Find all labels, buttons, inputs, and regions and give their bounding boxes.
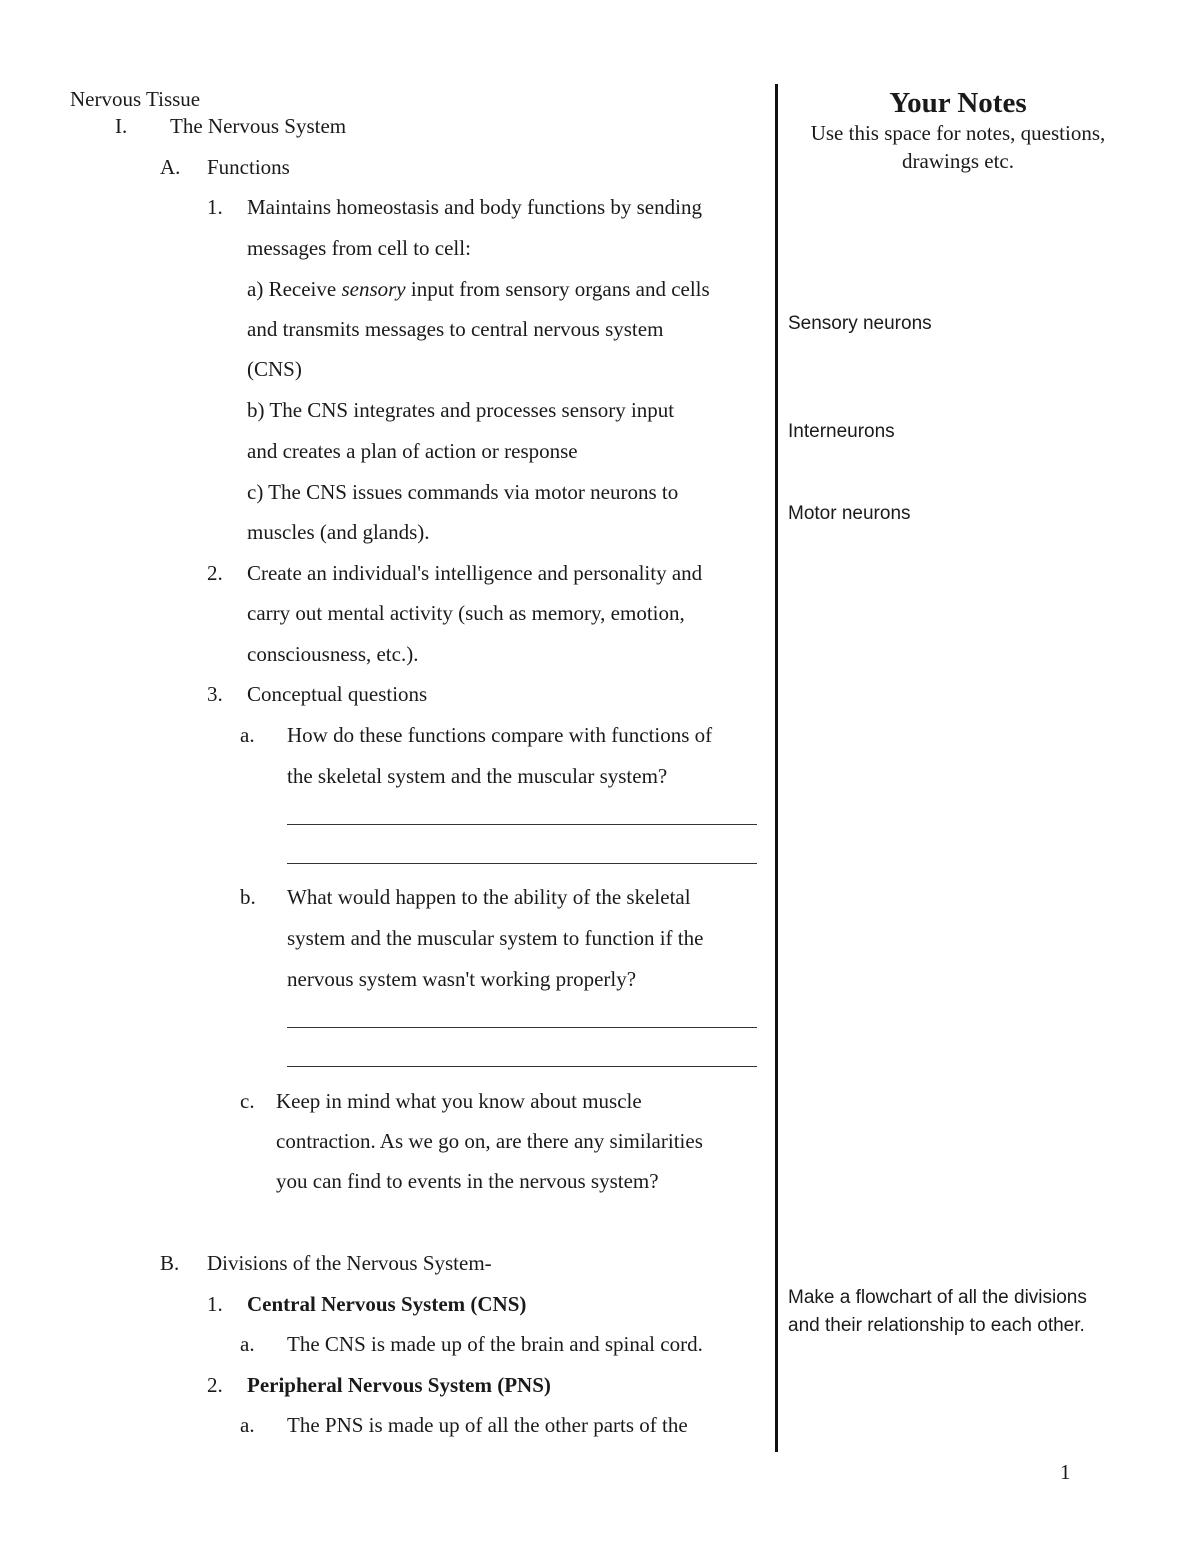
question-c-marker: c. — [240, 1089, 255, 1113]
question-a-marker: a. — [240, 723, 255, 747]
notes-subtitle-line1: Use this space for notes, questions, — [810, 121, 1106, 145]
item-b2a-text: The PNS is made up of all the other parts of the — [287, 1413, 688, 1437]
item-a1a-line2: and transmits messages to central nervous system — [247, 317, 664, 341]
item-a1b-line1: b) The CNS integrates and processes sensory input — [247, 398, 675, 422]
item-b2-title — [247, 1371, 551, 1399]
item-a1a-line1 — [247, 275, 710, 303]
item-b1-marker: 1. — [207, 1292, 223, 1316]
item-a1a-emphasis: sensory — [341, 277, 406, 301]
item-b1a-marker: a. — [240, 1332, 255, 1356]
column-divider — [775, 84, 778, 1452]
answer-line[interactable] — [287, 824, 757, 825]
question-b-marker: b. — [240, 885, 256, 909]
note-sensory-neurons: Sensory neurons — [788, 313, 932, 334]
section-a-marker: A. — [160, 155, 181, 179]
question-c-line2: contraction. As we go on, are there any similarities — [276, 1129, 703, 1153]
note-interneurons: Interneurons — [788, 421, 895, 442]
question-b-line2: system and the muscular system to function if the — [287, 926, 704, 950]
question-c-line1: Keep in mind what you know about muscle — [276, 1089, 642, 1113]
note-flowchart-line1: Make a flowchart of all the divisions — [788, 1287, 1087, 1308]
item-b2-title-text: Peripheral Nervous System (PNS) — [247, 1373, 551, 1397]
answer-line[interactable] — [287, 1027, 757, 1028]
section-a-title: Functions — [207, 155, 290, 179]
item-a1-line2: messages from cell to cell: — [247, 236, 471, 260]
question-c-line3: you can find to events in the nervous system? — [276, 1169, 659, 1193]
note-motor-neurons: Motor neurons — [788, 503, 911, 524]
item-a2-line1: Create an individual's intelligence and personality and — [247, 561, 703, 585]
question-a-line2: the skeletal system and the muscular system? — [287, 764, 668, 788]
section-b-title: Divisions of the Nervous System- — [207, 1251, 492, 1275]
notes-title: Your Notes — [889, 87, 1027, 119]
doc-title: Nervous Tissue — [70, 87, 201, 111]
item-a2-line3: consciousness, etc.). — [247, 642, 419, 666]
item-a3-marker: 3. — [207, 682, 223, 706]
notes-subtitle-line2: drawings etc. — [902, 149, 1014, 173]
item-a2-marker: 2. — [207, 561, 223, 585]
item-a1-marker: 1. — [207, 195, 223, 219]
item-a1a-line3: (CNS) — [247, 357, 302, 381]
item-a2-line2: carry out mental activity (such as memory, emotion, — [247, 601, 685, 625]
section-i-title: The Nervous System — [170, 114, 347, 138]
item-a1c-line1: c) The CNS issues commands via motor neurons to — [247, 480, 679, 504]
item-a1c-line2: muscles (and glands). — [247, 520, 430, 544]
item-a3-title: Conceptual questions — [247, 682, 428, 706]
item-a1-line1: Maintains homeostasis and body functions by sending — [247, 195, 702, 219]
item-b1-title — [247, 1290, 526, 1318]
item-b1a-text: The CNS is made up of the brain and spinal cord. — [287, 1332, 703, 1356]
item-b2-marker: 2. — [207, 1373, 223, 1397]
question-b-line1: What would happen to the ability of the skeletal — [287, 885, 691, 909]
answer-line[interactable] — [287, 863, 757, 864]
section-i-marker: I. — [115, 114, 128, 138]
page-number: 1 — [1060, 1460, 1071, 1484]
question-a-line1: How do these functions compare with functions of — [287, 723, 713, 747]
item-a1a-pre: a) Receive — [247, 277, 342, 301]
answer-line[interactable] — [287, 1066, 757, 1067]
section-b-marker: B. — [160, 1251, 180, 1275]
question-b-line3: nervous system wasn't working properly? — [287, 967, 637, 991]
item-b2a-marker: a. — [240, 1413, 255, 1437]
item-b1-title-text: Central Nervous System (CNS) — [247, 1292, 527, 1316]
item-a1a-post: input from sensory organs and cells — [405, 277, 710, 301]
item-a1b-line2: and creates a plan of action or response — [247, 439, 578, 463]
note-flowchart-line2: and their relationship to each other. — [788, 1315, 1085, 1336]
